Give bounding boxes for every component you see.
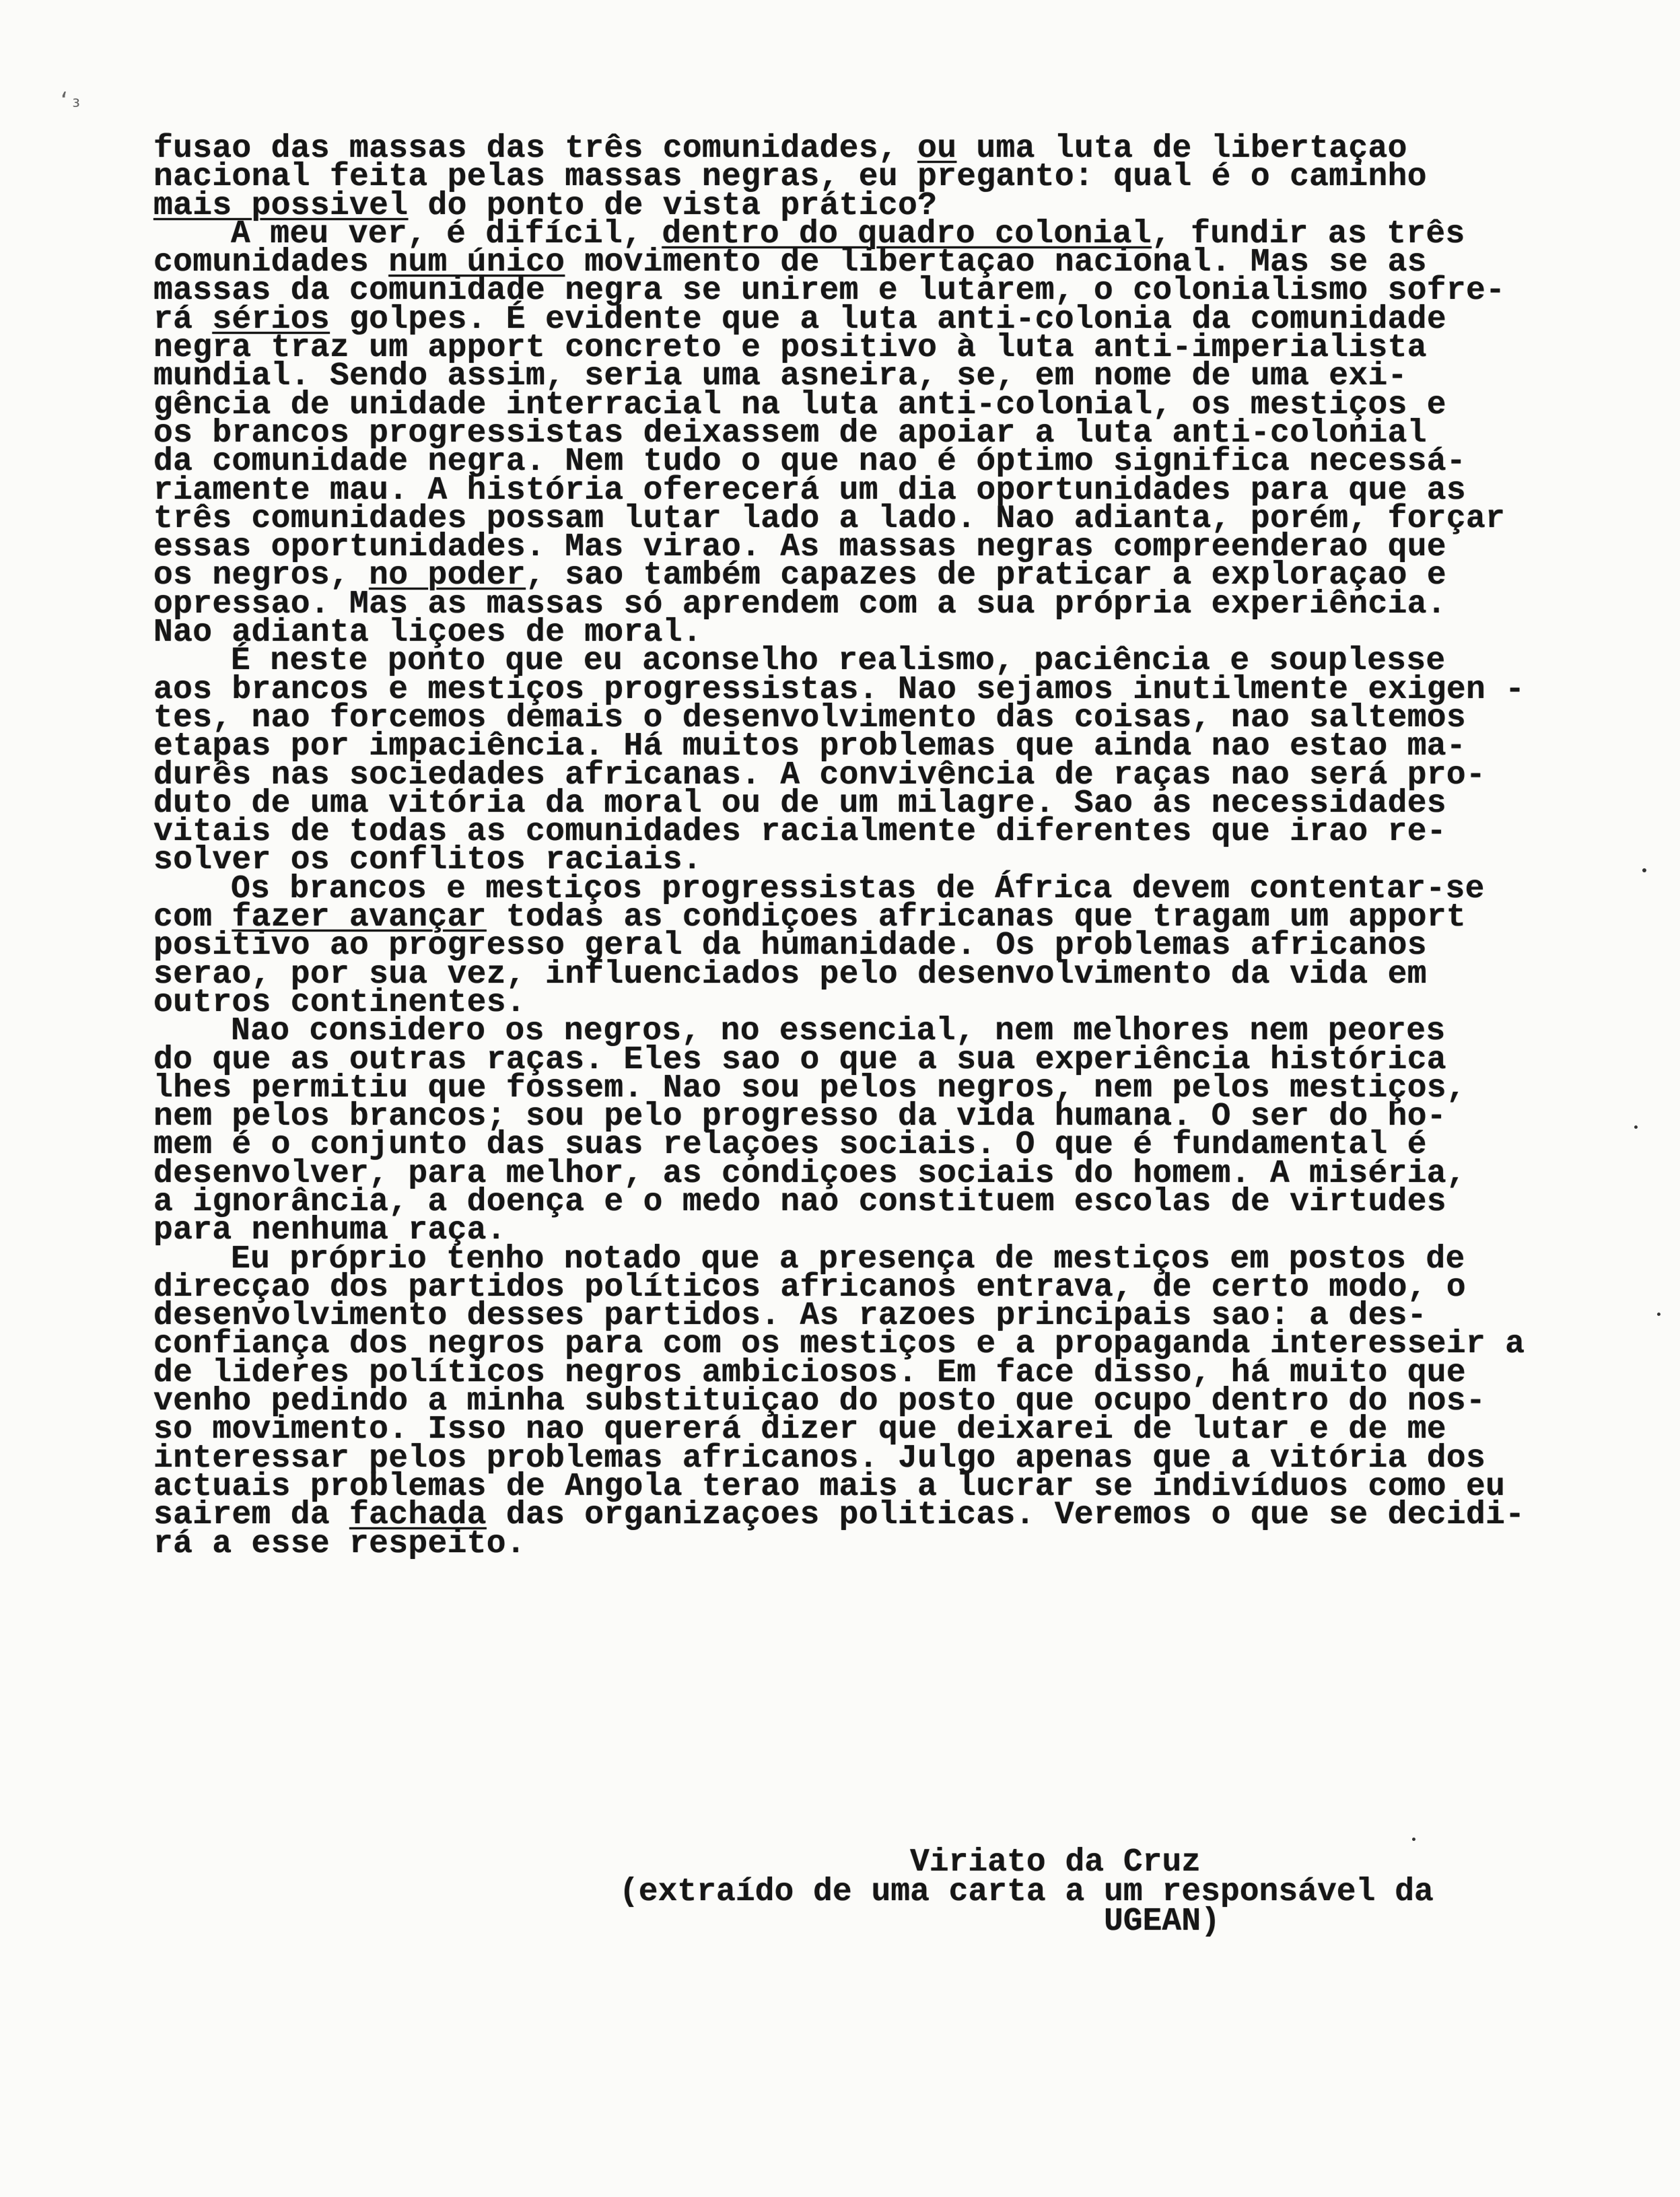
text-segment: interessar pelos problemas africanos. Julgo apenas que a vitória dos bbox=[153, 1440, 1486, 1477]
text-segment: sairem da bbox=[153, 1497, 350, 1534]
text-segment: tes, nao forcemos demais o desenvolvimento das coisas, nao saltemos bbox=[153, 699, 1467, 736]
text-segment: uma luta de libertaçao bbox=[956, 131, 1407, 167]
text-segment: positivo ao progresso geral da humanidade. Os problemas africanos bbox=[153, 928, 1427, 965]
text-segment: Eu próprio tenho notado que a presença de mestiços em postos de bbox=[231, 1241, 1465, 1278]
text-segment: É neste ponto que eu aconselho realismo, paciência e souplesse bbox=[231, 643, 1446, 680]
text-segment: para nenhuma raça. bbox=[153, 1212, 506, 1249]
letter-body bbox=[153, 131, 1607, 1562]
text-segment: riamente mau. A história oferecerá um dia oportunidades para que as bbox=[153, 472, 1467, 509]
text-segment: so movimento. Isso nao quererá dizer que deixarei de lutar e de me bbox=[153, 1411, 1446, 1449]
text-segment: durês nas sociedades africanas. A convivência de raças nao será pro- bbox=[153, 757, 1486, 794]
text-segment: outros continentes. bbox=[153, 984, 526, 1021]
signature-note-line-1: (extraído de uma carta a um responsável da bbox=[619, 1874, 1434, 1910]
text-segment: gência de unidade interracial na luta anti-colonial, os mestiços e bbox=[153, 386, 1446, 423]
text-segment: etapas por impaciência. Há muitos problemas que ainda nao estao ma- bbox=[153, 728, 1467, 765]
text-segment: direcçao dos partidos políticos africanos entrava, de certo modo, o bbox=[153, 1269, 1467, 1306]
text-segment: todas as condiçoes africanas que tragam um apport bbox=[486, 899, 1467, 936]
text-segment: serao, por sua vez, influenciados pelo desenvolvimento da vida em bbox=[153, 956, 1427, 993]
text-segment: vitais de todas as comunidades racialmente diferentes que irao re- bbox=[153, 814, 1446, 851]
margin-mark: ‘₃ bbox=[58, 89, 83, 112]
text-line bbox=[153, 1525, 1607, 1562]
text-segment: A meu ver, é difícil, bbox=[231, 215, 662, 252]
text-segment: com bbox=[153, 899, 232, 936]
text-segment: do ponto de vista prático? bbox=[408, 187, 938, 224]
text-segment: opressao. Mas as massas só aprendem com a sua própria experiência. bbox=[153, 586, 1446, 623]
text-segment: os negros, bbox=[153, 557, 370, 594]
text-segment: , sao também capazes de praticar a exploraçao e bbox=[526, 557, 1446, 594]
text-segment: venho pedindo a minha substituiçao do posto que ocupo dentro do nos- bbox=[153, 1383, 1486, 1420]
text-segment: desenvolvimento desses partidos. As razoes principais sao: a des- bbox=[153, 1298, 1427, 1335]
underlined-phrase: mais possivel bbox=[153, 187, 409, 224]
text-segment: nacional feita pelas massas negras, eu preganto: qual é o caminho bbox=[153, 159, 1427, 196]
underlined-phrase: no poder bbox=[369, 557, 526, 594]
underlined-phrase: num único bbox=[388, 244, 565, 281]
text-segment: a ignorância, a doença e o medo nao constituem escolas de virtudes bbox=[153, 1183, 1446, 1220]
text-segment: solver os conflitos raciais. bbox=[153, 842, 702, 879]
text-segment: confiança dos negros para com os mestiços e a propaganda interesseir a bbox=[153, 1326, 1525, 1363]
text-segment: Nao considero os negros, no essencial, nem melhores nem peores bbox=[231, 1013, 1446, 1050]
ink-speck bbox=[1642, 868, 1646, 872]
text-segment: do que as outras raças. Eles sao o que a sua experiência histórica bbox=[153, 1041, 1446, 1078]
text-segment: essas oportunidades. Mas virao. As massas negras compreenderao que bbox=[153, 529, 1446, 566]
underlined-phrase: dentro do quadro colonial bbox=[662, 215, 1152, 252]
text-segment: negra traz um apport concreto e positivo à luta anti-imperialista bbox=[153, 330, 1427, 367]
signature-note-line-2: UGEAN) bbox=[1104, 1904, 1220, 1940]
text-segment: golpes. É evidente que a luta anti-colonia da comunidade bbox=[329, 301, 1446, 338]
text-segment: mundial. Sendo assim, seria uma asneira, se, em nome de uma exi- bbox=[153, 358, 1407, 395]
text-segment: comunidades bbox=[153, 244, 389, 281]
underlined-phrase: ou bbox=[917, 131, 957, 167]
text-segment: rá a esse respeito. bbox=[153, 1525, 526, 1562]
text-segment: duto de uma vitória da moral ou de um milagre. Sao as necessidades bbox=[153, 785, 1446, 822]
ink-speck bbox=[1657, 1313, 1660, 1316]
text-segment: da comunidade negra. Nem tudo o que nao é óptimo significa necessá- bbox=[153, 444, 1467, 481]
text-segment: actuais problemas de Angola terao mais a lucrar se indivíduos como eu bbox=[153, 1468, 1506, 1505]
text-segment: rá bbox=[153, 301, 213, 338]
text-segment: , fundir as três bbox=[1151, 215, 1465, 252]
underlined-phrase: fachada bbox=[349, 1497, 487, 1534]
text-segment: nem pelos brancos; sou pelo progresso da vida humana. O ser do ho- bbox=[153, 1098, 1446, 1136]
text-segment: Nao adianta liçoes de moral. bbox=[153, 615, 702, 652]
text-segment: massas da comunidade negra se unirem e lutarem, o colonialismo sofre- bbox=[153, 273, 1506, 310]
text-segment: das organizaçoes politicas. Veremos o que se decidi- bbox=[486, 1497, 1525, 1534]
text-segment: os brancos progressistas deixassem de apoiar a luta anti-colonial bbox=[153, 415, 1427, 452]
text-segment: mem é o conjunto das suas relaçoes sociais. O que é fundamental é bbox=[153, 1127, 1427, 1164]
text-segment: fusao das massas das três comunidades, bbox=[153, 131, 918, 167]
text-segment: de lideres políticos negros ambiciosos. Em face disso, há muito que bbox=[153, 1354, 1467, 1391]
text-segment: três comunidades possam lutar lado a lado. Nao adianta, porém, forçar bbox=[153, 500, 1506, 537]
text-segment: Os brancos e mestiços progressistas de África devem contentar-se bbox=[231, 870, 1485, 907]
signature-block bbox=[619, 1844, 1562, 1940]
text-segment: aos brancos e mestiços progressistas. Nao sejamos inutilmente exigen - bbox=[153, 671, 1525, 708]
underlined-phrase: fazer avançar bbox=[232, 899, 487, 936]
text-segment: lhes permitiu que fossem. Nao sou pelos negros, nem pelos mestiços, bbox=[153, 1070, 1467, 1107]
ink-speck bbox=[1634, 1125, 1638, 1129]
ink-speck bbox=[1412, 1838, 1415, 1841]
text-segment: movimento de libertaçao nacional. Mas se as bbox=[565, 244, 1427, 281]
underlined-phrase: sérios bbox=[212, 301, 330, 338]
signature-name: Viriato da Cruz bbox=[910, 1844, 1201, 1881]
text-segment: desenvolver, para melhor, as condiçoes sociais do homem. A miséria, bbox=[153, 1155, 1467, 1192]
